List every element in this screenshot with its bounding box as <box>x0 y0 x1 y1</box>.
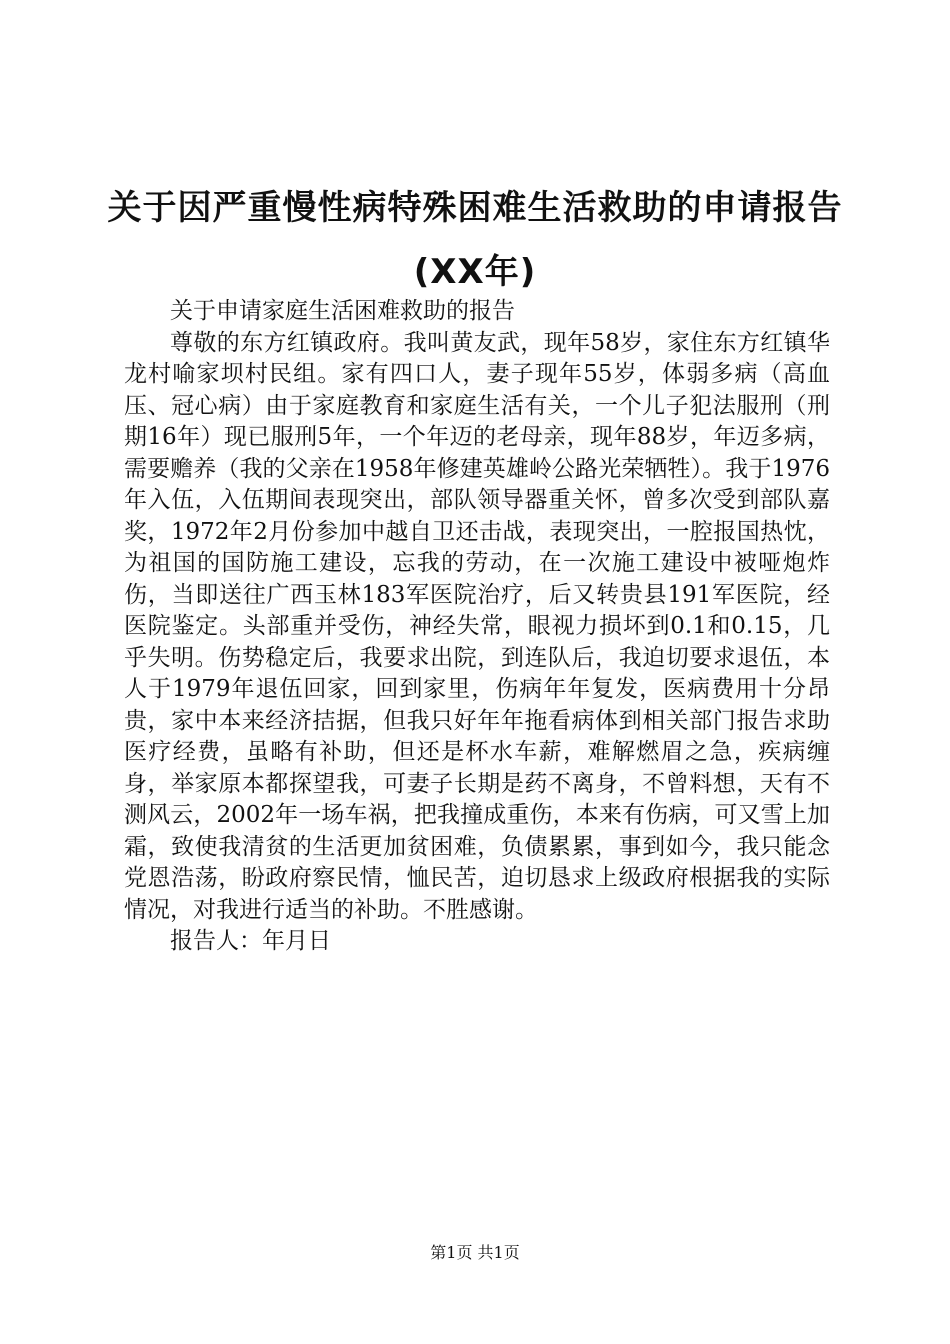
document-body <box>124 296 830 958</box>
document-title: 关于因严重慢性病特殊困难生活救助的申请报告(XX年) <box>107 188 843 292</box>
body-paragraph: 尊敬的东方红镇政府。我叫黄友武，现年58岁，家住东方红镇华龙村喻家坝村民组。家有四口人，妻子现年55岁，体弱多病（高血压、冠心病）由于家庭教育和家庭生活有关，一个儿子犯法服刑（刑期16年）现已服刑5年，一个年迈的老母亲，现年88岁，年迈多病，需要赡养（我的父亲在1958年修建英雄岭公路光荣牺牲）。我于1976年入伍，入伍期间表现突出，部队领导器重关怀，曾多次受到部队嘉奖，1972年2月份参加中越自卫还击战，表现突出，一腔报国热忱，为祖国的国防施工建设，忘我的劳动，在一次施工建设中被哑炮炸伤，当即送往广西玉林183军医院治疗，后又转贵县191军医院，经医院鉴定。头部重并受伤，神经失常，眼视力损坏到0.1和0.15，几乎失明。伤势稳定后，我要求出院，到连队后，我迫切要求退伍，本人于1979年退伍回家，回到家里，伤病年年复发，医病费用十分昂贵，家中本来经济拮据，但我只好年年拖看病体到相关部门报告求助医疗经费，虽略有补助，但还是杯水车薪，难解燃眉之急，疾病缠身，举家原本都探望我，可妻子长期是药不离身，不曾料想，天有不测风云，2002年一场车祸，把我撞成重伤，本来有伤病，可又雪上加霜，致使我清贫的生活更加贫困难，负债累累，事到如今，我只能念党恩浩荡，盼政府察民情，恤民苦，迫切恳求上级政府根据我的实际情况，对我进行适当的补助。不胜感谢。 <box>124 329 830 923</box>
document-subtitle: 关于申请家庭生活困难救助的报告 <box>170 298 515 324</box>
page-footer: 第1页 共1页 <box>430 1243 520 1262</box>
signature-line: 报告人：年月日 <box>170 928 331 954</box>
